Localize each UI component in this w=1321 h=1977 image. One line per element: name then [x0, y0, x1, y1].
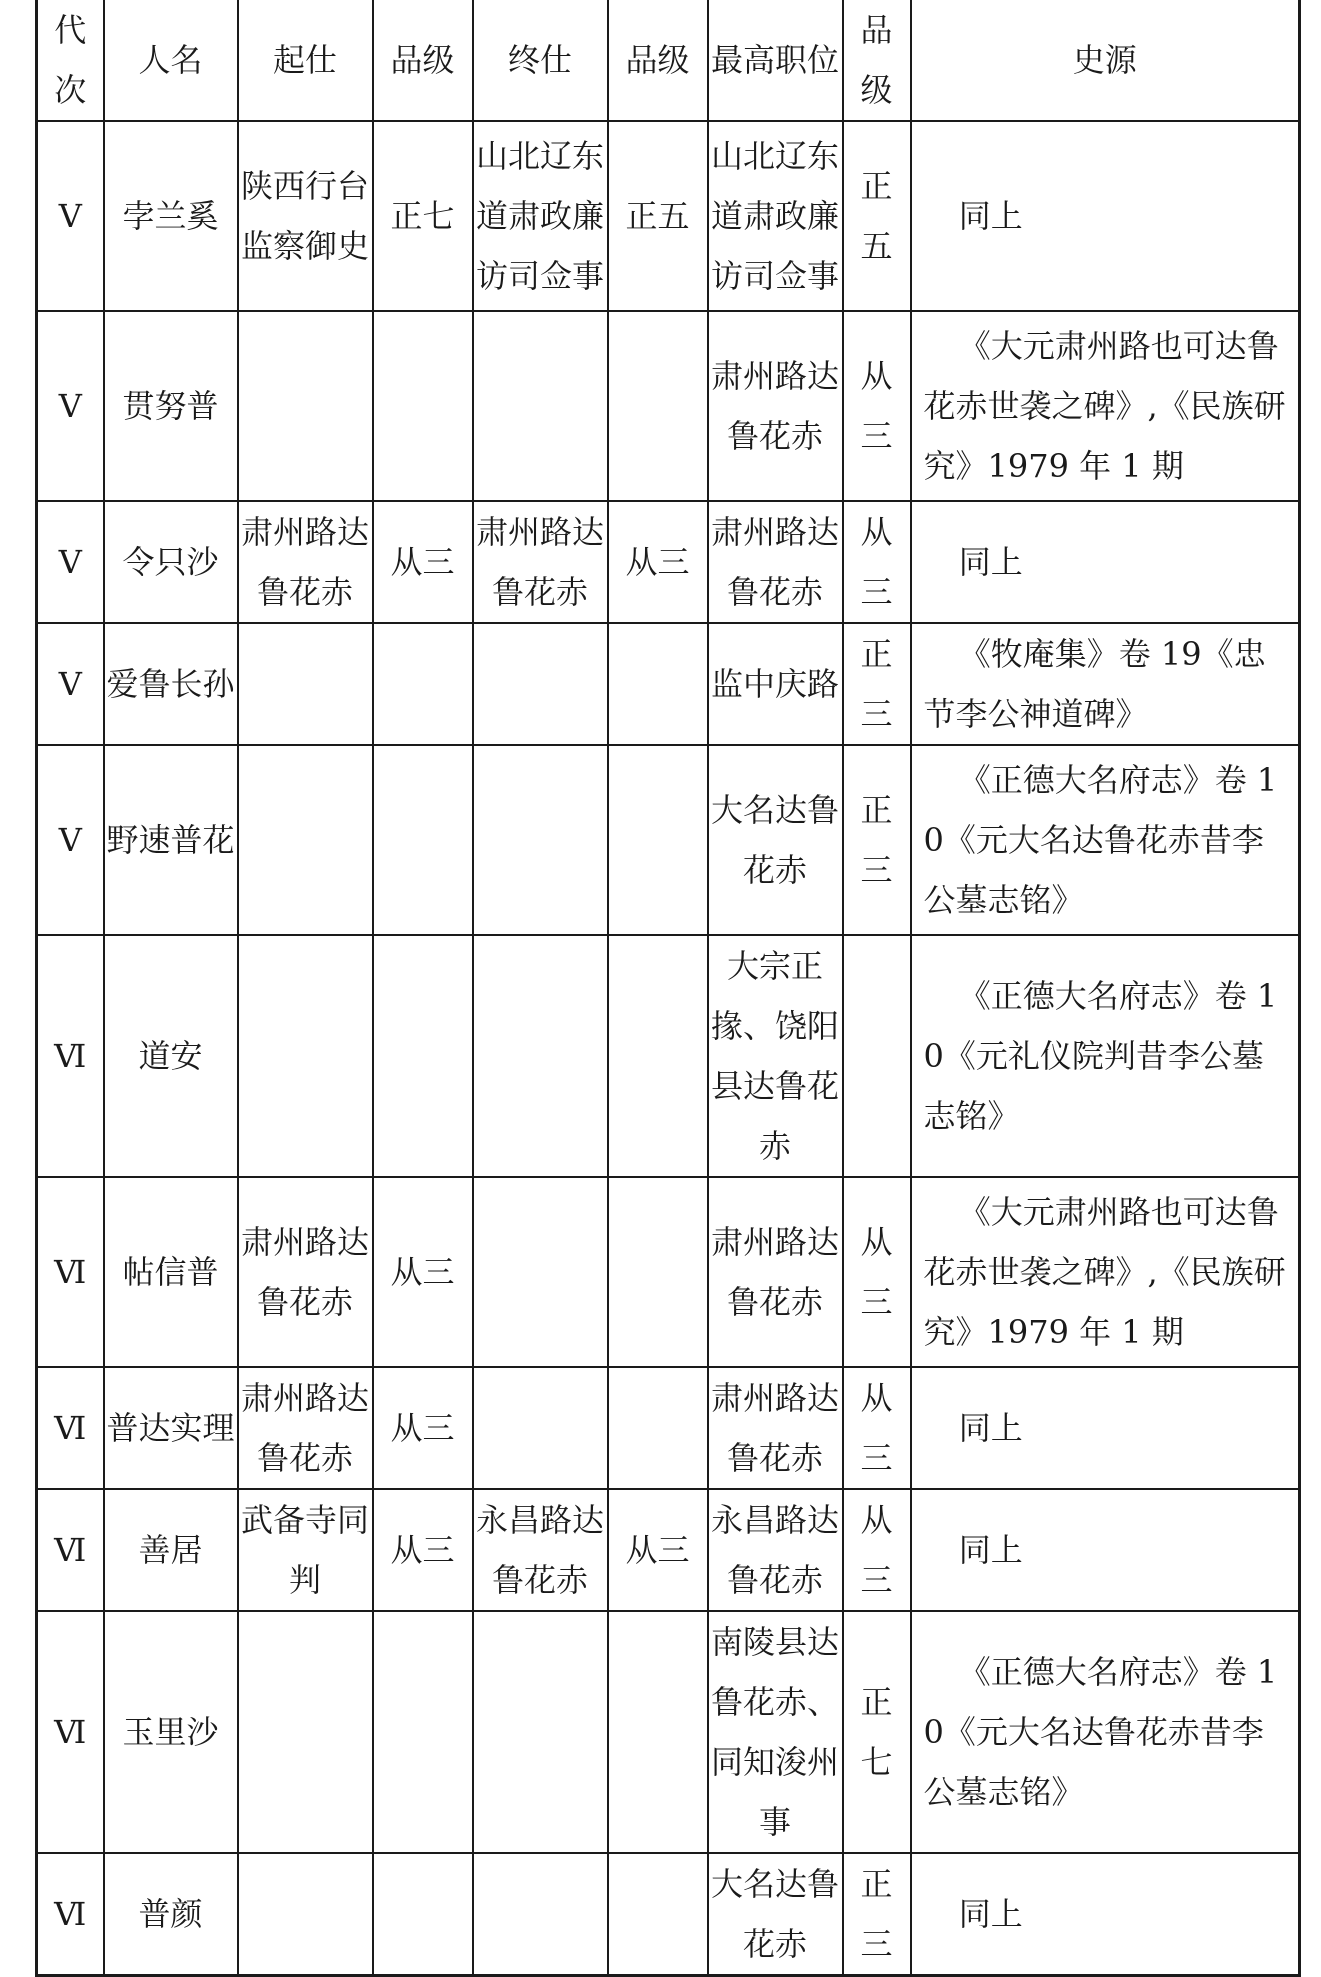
table-row	[37, 1367, 1300, 1489]
start-rank-cell	[373, 1853, 473, 1976]
header-cell: 终仕	[473, 0, 608, 121]
source-text: 《牧庵集》卷 19《忠节李公神道碑》	[923, 635, 1266, 733]
name-cell: 孛兰奚	[104, 121, 238, 311]
table-row	[37, 1853, 1300, 1976]
source-text: 同上	[958, 1409, 1023, 1447]
start-rank-cell	[373, 935, 473, 1177]
name-cell: 普达实理	[104, 1367, 238, 1489]
start-post-cell: 武备寺同判	[238, 1489, 373, 1611]
top-rank-cell: 从三	[843, 1489, 911, 1611]
source-text: 同上	[958, 1895, 1023, 1933]
end-post-cell	[473, 1853, 608, 1976]
header-cell: 品级	[843, 0, 911, 121]
name-cell: 贯努普	[104, 311, 238, 501]
source-cell	[911, 623, 1300, 745]
table-row	[37, 1177, 1300, 1367]
end-rank-cell	[608, 311, 708, 501]
header-cell: 起仕	[238, 0, 373, 121]
start-rank-cell	[373, 311, 473, 501]
top-rank-cell: 正三	[843, 745, 911, 935]
top-rank-cell: 从三	[843, 501, 911, 623]
start-post-cell: 肃州路达鲁花赤	[238, 1177, 373, 1367]
source-cell	[911, 935, 1300, 1177]
source-cell	[911, 1177, 1300, 1367]
end-rank-cell	[608, 623, 708, 745]
start-rank-cell	[373, 1611, 473, 1853]
generation-cell: Ⅵ	[37, 935, 104, 1177]
header-cell: 代次	[37, 0, 104, 121]
end-rank-cell	[608, 1367, 708, 1489]
start-post-cell	[238, 311, 373, 501]
table-row	[37, 1611, 1300, 1853]
table-row	[37, 745, 1300, 935]
top-post-cell: 肃州路达鲁花赤	[708, 501, 843, 623]
start-rank-cell: 从三	[373, 1177, 473, 1367]
top-rank-cell: 从三	[843, 311, 911, 501]
top-rank-cell: 正五	[843, 121, 911, 311]
source-text: 同上	[958, 1531, 1023, 1569]
end-post-cell: 永昌路达鲁花赤	[473, 1489, 608, 1611]
source-cell	[911, 501, 1300, 623]
generation-cell: Ⅴ	[37, 311, 104, 501]
generation-cell: Ⅴ	[37, 121, 104, 311]
end-rank-cell: 从三	[608, 1489, 708, 1611]
top-post-cell: 南陵县达鲁花赤、同知浚州事	[708, 1611, 843, 1853]
top-post-cell: 大名达鲁花赤	[708, 745, 843, 935]
source-cell	[911, 1611, 1300, 1853]
source-text: 同上	[958, 543, 1023, 581]
generation-cell: Ⅵ	[37, 1177, 104, 1367]
table-row	[37, 935, 1300, 1177]
start-rank-cell	[373, 623, 473, 745]
start-rank-cell: 从三	[373, 1489, 473, 1611]
end-rank-cell	[608, 1611, 708, 1853]
end-rank-cell: 正五	[608, 121, 708, 311]
source-cell	[911, 1367, 1300, 1489]
start-rank-cell: 从三	[373, 501, 473, 623]
table-row	[37, 311, 1300, 501]
top-post-cell: 肃州路达鲁花赤	[708, 1177, 843, 1367]
end-rank-cell: 从三	[608, 501, 708, 623]
name-cell: 帖信普	[104, 1177, 238, 1367]
top-post-cell: 肃州路达鲁花赤	[708, 311, 843, 501]
start-post-cell	[238, 745, 373, 935]
top-post-cell: 肃州路达鲁花赤	[708, 1367, 843, 1489]
header-cell: 品级	[608, 0, 708, 121]
end-post-cell: 肃州路达鲁花赤	[473, 501, 608, 623]
start-post-cell: 肃州路达鲁花赤	[238, 501, 373, 623]
start-rank-cell: 正七	[373, 121, 473, 311]
table-row	[37, 121, 1300, 311]
source-text: 《正德大名府志》卷 10《元礼仪院判昔李公墓志铭》	[923, 977, 1278, 1135]
name-cell: 善居	[104, 1489, 238, 1611]
name-cell: 普颜	[104, 1853, 238, 1976]
officials-table	[35, 0, 1301, 1977]
start-rank-cell: 从三	[373, 1367, 473, 1489]
top-rank-cell: 正三	[843, 1853, 911, 1976]
generation-cell: Ⅵ	[37, 1611, 104, 1853]
start-post-cell	[238, 1611, 373, 1853]
start-post-cell	[238, 623, 373, 745]
header-cell: 最高职位	[708, 0, 843, 121]
header-cell: 人名	[104, 0, 238, 121]
start-post-cell	[238, 935, 373, 1177]
start-post-cell	[238, 1853, 373, 1976]
name-cell: 道安	[104, 935, 238, 1177]
source-text: 同上	[958, 197, 1023, 235]
header-cell: 史源	[911, 0, 1300, 121]
source-text: 《正德大名府志》卷 10《元大名达鲁花赤昔李公墓志铭》	[923, 1653, 1278, 1811]
start-post-cell: 肃州路达鲁花赤	[238, 1367, 373, 1489]
top-post-cell: 大宗正掾、饶阳县达鲁花赤	[708, 935, 843, 1177]
header-cell: 品级	[373, 0, 473, 121]
end-post-cell	[473, 623, 608, 745]
source-text: 《大元肃州路也可达鲁花赤世袭之碑》,《民族研究》1979 年 1 期	[923, 1193, 1286, 1351]
table-row	[37, 1489, 1300, 1611]
top-rank-cell: 正三	[843, 623, 911, 745]
end-post-cell	[473, 1367, 608, 1489]
end-post-cell	[473, 311, 608, 501]
source-cell	[911, 1489, 1300, 1611]
start-post-cell: 陕西行台监察御史	[238, 121, 373, 311]
generation-cell: Ⅴ	[37, 501, 104, 623]
source-cell	[911, 121, 1300, 311]
end-rank-cell	[608, 1853, 708, 1976]
name-cell: 令只沙	[104, 501, 238, 623]
source-cell	[911, 745, 1300, 935]
table-row	[37, 623, 1300, 745]
name-cell: 爱鲁长孙	[104, 623, 238, 745]
end-post-cell	[473, 935, 608, 1177]
name-cell: 玉里沙	[104, 1611, 238, 1853]
end-post-cell	[473, 745, 608, 935]
end-rank-cell	[608, 1177, 708, 1367]
top-rank-cell: 正七	[843, 1611, 911, 1853]
source-text: 《正德大名府志》卷 10《元大名达鲁花赤昔李公墓志铭》	[923, 761, 1278, 919]
end-post-cell	[473, 1611, 608, 1853]
generation-cell: Ⅵ	[37, 1367, 104, 1489]
end-rank-cell	[608, 745, 708, 935]
top-post-cell: 永昌路达鲁花赤	[708, 1489, 843, 1611]
source-cell	[911, 1853, 1300, 1976]
top-rank-cell: 从三	[843, 1177, 911, 1367]
start-rank-cell	[373, 745, 473, 935]
generation-cell: Ⅴ	[37, 623, 104, 745]
source-cell	[911, 311, 1300, 501]
end-rank-cell	[608, 935, 708, 1177]
top-post-cell: 山北辽东道肃政廉访司佥事	[708, 121, 843, 311]
top-rank-cell	[843, 935, 911, 1177]
top-rank-cell: 从三	[843, 1367, 911, 1489]
name-cell: 野速普花	[104, 745, 238, 935]
top-post-cell: 监中庆路	[708, 623, 843, 745]
generation-cell: Ⅵ	[37, 1489, 104, 1611]
top-post-cell: 大名达鲁花赤	[708, 1853, 843, 1976]
table-row	[37, 501, 1300, 623]
source-text: 《大元肃州路也可达鲁花赤世袭之碑》,《民族研究》1979 年 1 期	[923, 327, 1286, 485]
generation-cell: Ⅵ	[37, 1853, 104, 1976]
end-post-cell: 山北辽东道肃政廉访司佥事	[473, 121, 608, 311]
generation-cell: Ⅴ	[37, 745, 104, 935]
end-post-cell	[473, 1177, 608, 1367]
header-row	[37, 0, 1300, 121]
